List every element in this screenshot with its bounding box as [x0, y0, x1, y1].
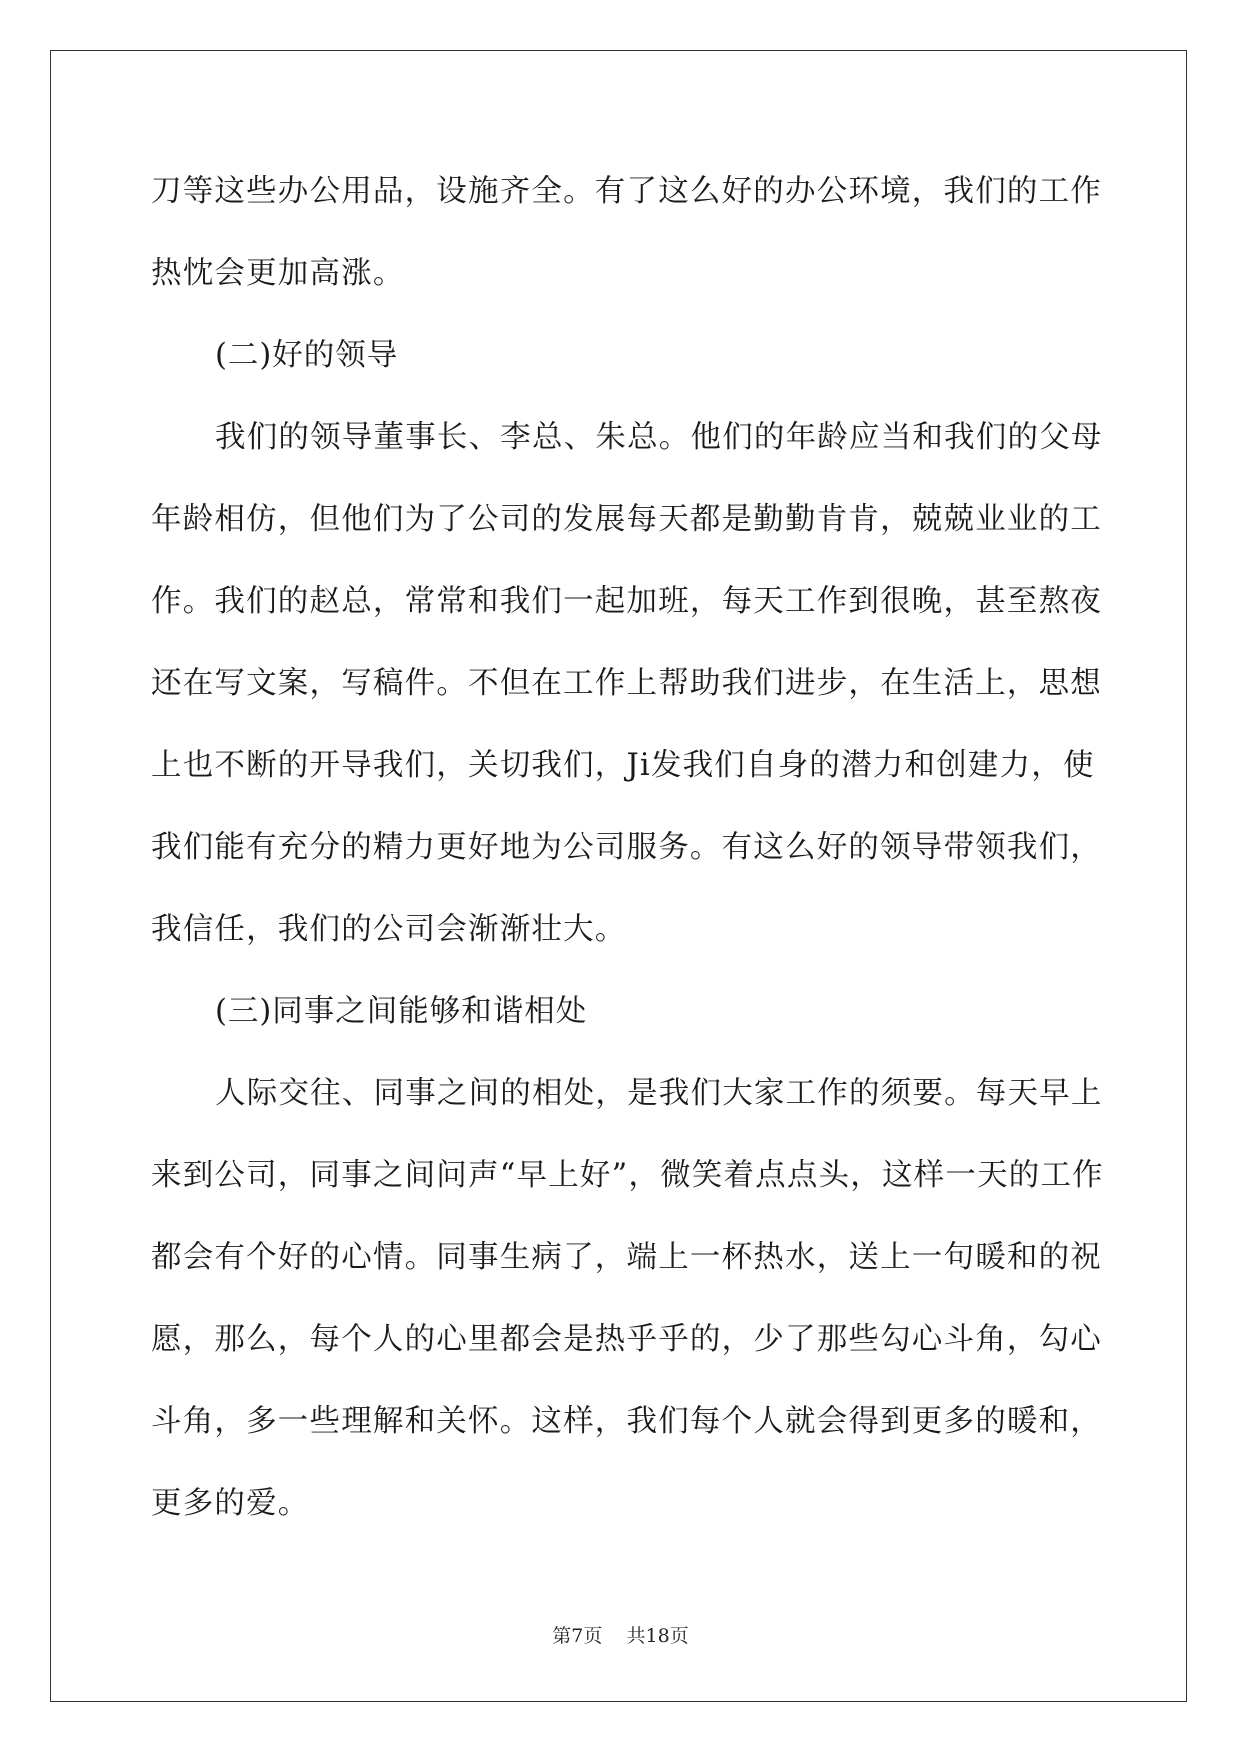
paragraph-line: 愿，那么，每个人的心里都会是热乎乎的，少了那些勾心斗角，勾心 [151, 1322, 1102, 1357]
paragraph-line: 年龄相仿，但他们为了公司的发展每天都是勤勤肯肯，兢兢业业的工 [151, 502, 1102, 537]
paragraph-line: 更多的爱。 [151, 1486, 310, 1521]
section-heading: (二)好的领导 [215, 338, 399, 373]
paragraph-line: 作。我们的赵总，常常和我们一起加班，每天工作到很晚，甚至熬夜 [151, 584, 1102, 619]
paragraph-line: 人际交往、同事之间的相处，是我们大家工作的须要。每天早上 [215, 1076, 1103, 1111]
page-number: 第7页 共18页 [552, 1625, 689, 1647]
paragraph-line: 我信任，我们的公司会渐渐壮大。 [151, 912, 627, 947]
paragraph-line: 来到公司，同事之间问声“早上好”，微笑着点点头，这样一天的工作 [151, 1158, 1104, 1193]
paragraph-line: 斗角，多一些理解和关怀。这样，我们每个人就会得到更多的暖和， [151, 1404, 1102, 1439]
paragraph-line: 我们能有充分的精力更好地为公司服务。有这么好的领导带领我们， [151, 830, 1102, 865]
paragraph-line: 刀等这些办公用品，设施齐全。有了这么好的办公环境，我们的工作 [151, 174, 1102, 209]
document-body [151, 158, 1104, 1552]
paragraph-line: 还在写文案，写稿件。不但在工作上帮助我们进步，在生活上，思想 [151, 666, 1102, 701]
section-heading: (三)同事之间能够和谐相处 [215, 994, 588, 1029]
paragraph-line: 我们的领导董事长、李总、朱总。他们的年龄应当和我们的父母 [215, 420, 1103, 455]
paragraph-line: 热忱会更加高涨。 [151, 256, 405, 291]
paragraph-line: 都会有个好的心情。同事生病了，端上一杯热水，送上一句暖和的祝 [151, 1240, 1102, 1275]
paragraph-line: 上也不断的开导我们，关切我们，Ji发我们自身的潜力和创建力，使 [151, 748, 1095, 783]
